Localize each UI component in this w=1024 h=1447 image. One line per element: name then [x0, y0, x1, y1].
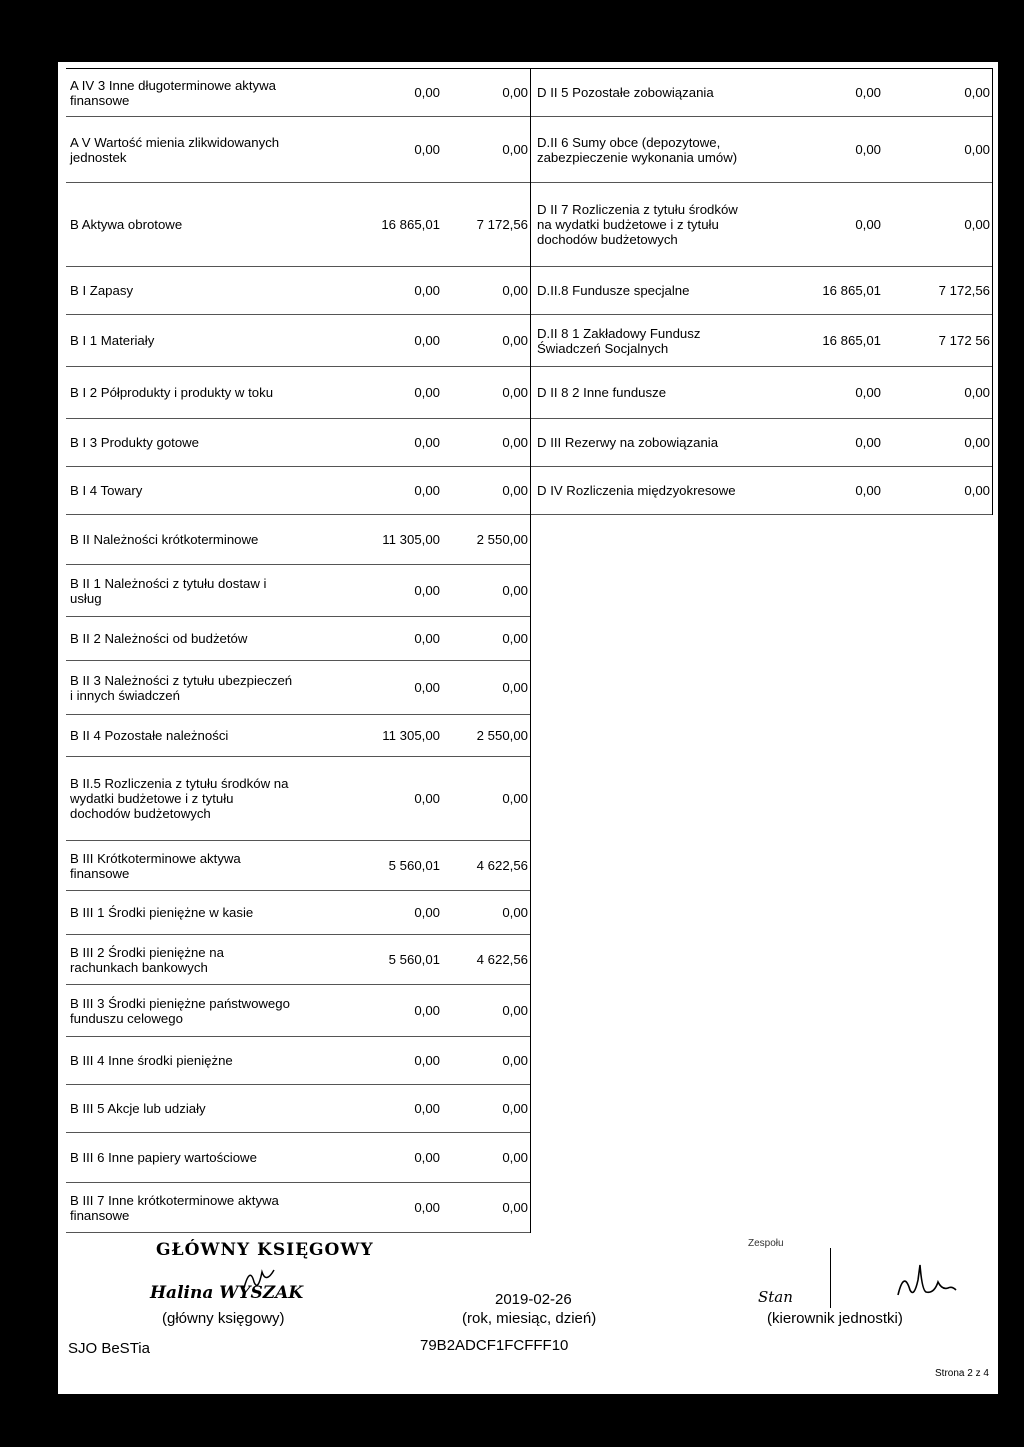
row-label: B III 7 Inne krótkoterminowe aktywa finansowe	[70, 1192, 279, 1223]
row-value-end: 0,00	[502, 680, 528, 695]
row-label: A V Wartość mienia zlikwidowanych jednostek	[70, 134, 280, 165]
row-value-end: 0,00	[502, 483, 528, 498]
row-label: B I 2 Półprodukty i produkty w toku	[70, 385, 274, 400]
row-label: D IV Rozliczenia międzyokresowe	[537, 483, 736, 498]
date-caption: (rok, miesiąc, dzień)	[462, 1310, 597, 1327]
row-value-start: 0,00	[855, 435, 881, 450]
table-row	[531, 267, 992, 315]
row-value-start: 0,00	[414, 631, 440, 646]
row-label: B II Należności krótkoterminowe	[70, 532, 259, 547]
unit-head-caption: (kierownik jednostki)	[767, 1310, 903, 1327]
row-label: B II 4 Pozostałe należności	[70, 728, 229, 743]
table-row	[66, 935, 530, 985]
row-value-end: 0,00	[502, 1053, 528, 1068]
row-label: A IV 3 Inne długoterminowe aktywa finansowe	[70, 77, 276, 108]
row-value-end: 0,00	[502, 583, 528, 598]
table-row	[66, 515, 530, 565]
table-row	[66, 69, 530, 117]
row-label: B I 3 Produkty gotowe	[70, 435, 200, 450]
chief-accountant-caption: (główny księgowy)	[162, 1310, 285, 1327]
report-date: 2019-02-26	[495, 1291, 572, 1308]
table-row	[66, 419, 530, 467]
row-label: D II 5 Pozostałe zobowiązania	[537, 85, 714, 100]
row-label: B III 6 Inne papiery wartościowe	[70, 1150, 257, 1165]
row-value-end: 0,00	[502, 1101, 528, 1116]
row-label: B II 3 Należności z tytułu ubezpieczeń i innych świadczeń	[70, 672, 293, 703]
row-label: B I 4 Towary	[70, 483, 143, 498]
row-label: D.II 6 Sumy obce (depozytowe, zabezpieczenie wykonania umów)	[537, 134, 738, 165]
table-row	[66, 183, 530, 267]
row-label: B III 5 Akcje lub udziały	[70, 1101, 206, 1116]
row-value-start: 0,00	[414, 283, 440, 298]
row-value-end: 7 172 56	[938, 333, 990, 348]
row-value-end: 0,00	[964, 142, 990, 157]
row-label: D II 8 2 Inne fundusze	[537, 385, 667, 400]
unit-stamp-text: Zespołu	[748, 1238, 784, 1249]
row-value-end: 0,00	[502, 631, 528, 646]
table-row	[66, 617, 530, 661]
table-row	[66, 565, 530, 617]
table-row	[531, 69, 992, 117]
row-label: B II.5 Rozliczenia z tytułu środków na wydatki budżetowe i z tytułu dochodów budżetowych	[70, 776, 289, 821]
row-value-start: 0,00	[414, 142, 440, 157]
row-value-end: 4 622,56	[476, 858, 528, 873]
row-value-start: 0,00	[855, 385, 881, 400]
row-value-end: 0,00	[964, 435, 990, 450]
table-row	[66, 1085, 530, 1133]
row-value-start: 16 865,01	[381, 217, 440, 232]
row-label: B Aktywa obrotowe	[70, 217, 183, 232]
row-value-start: 11 305,00	[382, 532, 440, 547]
row-value-start: 0,00	[414, 1200, 440, 1215]
table-row	[66, 1133, 530, 1183]
table-row	[66, 267, 530, 315]
row-value-end: 0,00	[502, 905, 528, 920]
row-value-end: 0,00	[502, 85, 528, 100]
table-row	[531, 367, 992, 419]
row-value-start: 0,00	[855, 217, 881, 232]
table-row	[66, 315, 530, 367]
row-value-start: 0,00	[414, 333, 440, 348]
table-row	[531, 467, 992, 515]
row-value-start: 0,00	[414, 905, 440, 920]
row-value-start: 0,00	[414, 1150, 440, 1165]
page-number: Strona 2 z 4	[935, 1368, 989, 1379]
table-row	[531, 183, 992, 267]
row-value-end: 0,00	[502, 385, 528, 400]
row-value-start: 0,00	[414, 1003, 440, 1018]
row-value-end: 0,00	[502, 1200, 528, 1215]
row-label: B II 1 Należności z tytułu dostaw i usług	[70, 575, 267, 606]
row-value-start: 0,00	[414, 791, 440, 806]
row-value-end: 0,00	[502, 142, 528, 157]
row-label: B I Zapasy	[70, 283, 134, 298]
row-value-end: 0,00	[502, 283, 528, 298]
table-row	[66, 117, 530, 183]
row-value-start: 16 865,01	[822, 333, 881, 348]
table-row	[66, 661, 530, 715]
row-label: B II 2 Należności od budżetów	[70, 631, 248, 646]
row-label: D.II 8 1 Zakładowy Fundusz Świadczeń Socjalnych	[537, 325, 701, 356]
row-label: B III 2 Środki pieniężne na rachunkach bankowych	[70, 944, 224, 975]
row-value-end: 0,00	[964, 217, 990, 232]
table-row	[66, 891, 530, 935]
row-value-start: 0,00	[414, 680, 440, 695]
unit-head-stamp-name: Stan	[758, 1288, 793, 1306]
row-value-end: 0,00	[502, 1003, 528, 1018]
row-value-start: 0,00	[855, 142, 881, 157]
chief-accountant-stamp-title: GŁÓWNY KSIĘGOWY	[156, 1240, 374, 1260]
table-row	[66, 1183, 530, 1233]
row-label: D III Rezerwy na zobowiązania	[537, 435, 719, 450]
table-row	[531, 315, 992, 367]
stamp-divider	[830, 1248, 831, 1308]
software-name: SJO BeSTia	[68, 1340, 150, 1357]
table-row	[66, 467, 530, 515]
unit-head-signature-icon	[890, 1260, 960, 1305]
row-label: B I 1 Materiały	[70, 333, 155, 348]
row-value-end: 0,00	[502, 333, 528, 348]
table-row	[66, 715, 530, 757]
row-value-start: 16 865,01	[822, 283, 881, 298]
document-checksum: 79B2ADCF1FCFFF10	[420, 1337, 569, 1354]
row-value-start: 0,00	[855, 483, 881, 498]
assets-table	[66, 68, 531, 1233]
row-value-end: 7 172,56	[476, 217, 528, 232]
row-value-end: 0,00	[502, 435, 528, 450]
chief-accountant-signature-name: Halina WYSZAK	[150, 1283, 304, 1303]
row-value-start: 0,00	[414, 435, 440, 450]
row-value-end: 2 550,00	[476, 728, 528, 743]
table-row	[66, 757, 530, 841]
row-label: B III 1 Środki pieniężne w kasie	[70, 905, 254, 920]
row-label: D II 7 Rozliczenia z tytułu środków na wydatki budżetowe i z tytułu dochodów budżetowych	[537, 202, 738, 247]
table-row	[531, 117, 992, 183]
row-value-start: 0,00	[414, 1053, 440, 1068]
row-value-start: 0,00	[414, 583, 440, 598]
table-row	[531, 419, 992, 467]
row-value-end: 0,00	[964, 85, 990, 100]
row-value-start: 0,00	[414, 85, 440, 100]
row-label: D.II.8 Fundusze specjalne	[537, 283, 690, 298]
row-value-end: 0,00	[502, 1150, 528, 1165]
row-label: B III Krótkoterminowe aktywa finansowe	[70, 850, 241, 881]
liabilities-table	[531, 68, 993, 515]
row-label: B III 3 Środki pieniężne państwowego funduszu celowego	[70, 995, 290, 1026]
row-value-end: 0,00	[502, 791, 528, 806]
row-value-start: 11 305,00	[382, 728, 440, 743]
chief-accountant-signature-icon	[240, 1262, 280, 1292]
row-label: B III 4 Inne środki pieniężne	[70, 1053, 233, 1068]
table-row	[66, 841, 530, 891]
row-value-end: 7 172,56	[938, 283, 990, 298]
row-value-end: 2 550,00	[476, 532, 528, 547]
row-value-start: 5 560,01	[388, 858, 440, 873]
row-value-end: 0,00	[964, 385, 990, 400]
row-value-start: 0,00	[414, 1101, 440, 1116]
row-value-start: 5 560,01	[388, 952, 440, 967]
row-value-start: 0,00	[855, 85, 881, 100]
table-row	[66, 1037, 530, 1085]
row-value-start: 0,00	[414, 483, 440, 498]
row-value-end: 4 622,56	[476, 952, 528, 967]
table-row	[66, 985, 530, 1037]
table-row	[66, 367, 530, 419]
row-value-start: 0,00	[414, 385, 440, 400]
row-value-end: 0,00	[964, 483, 990, 498]
